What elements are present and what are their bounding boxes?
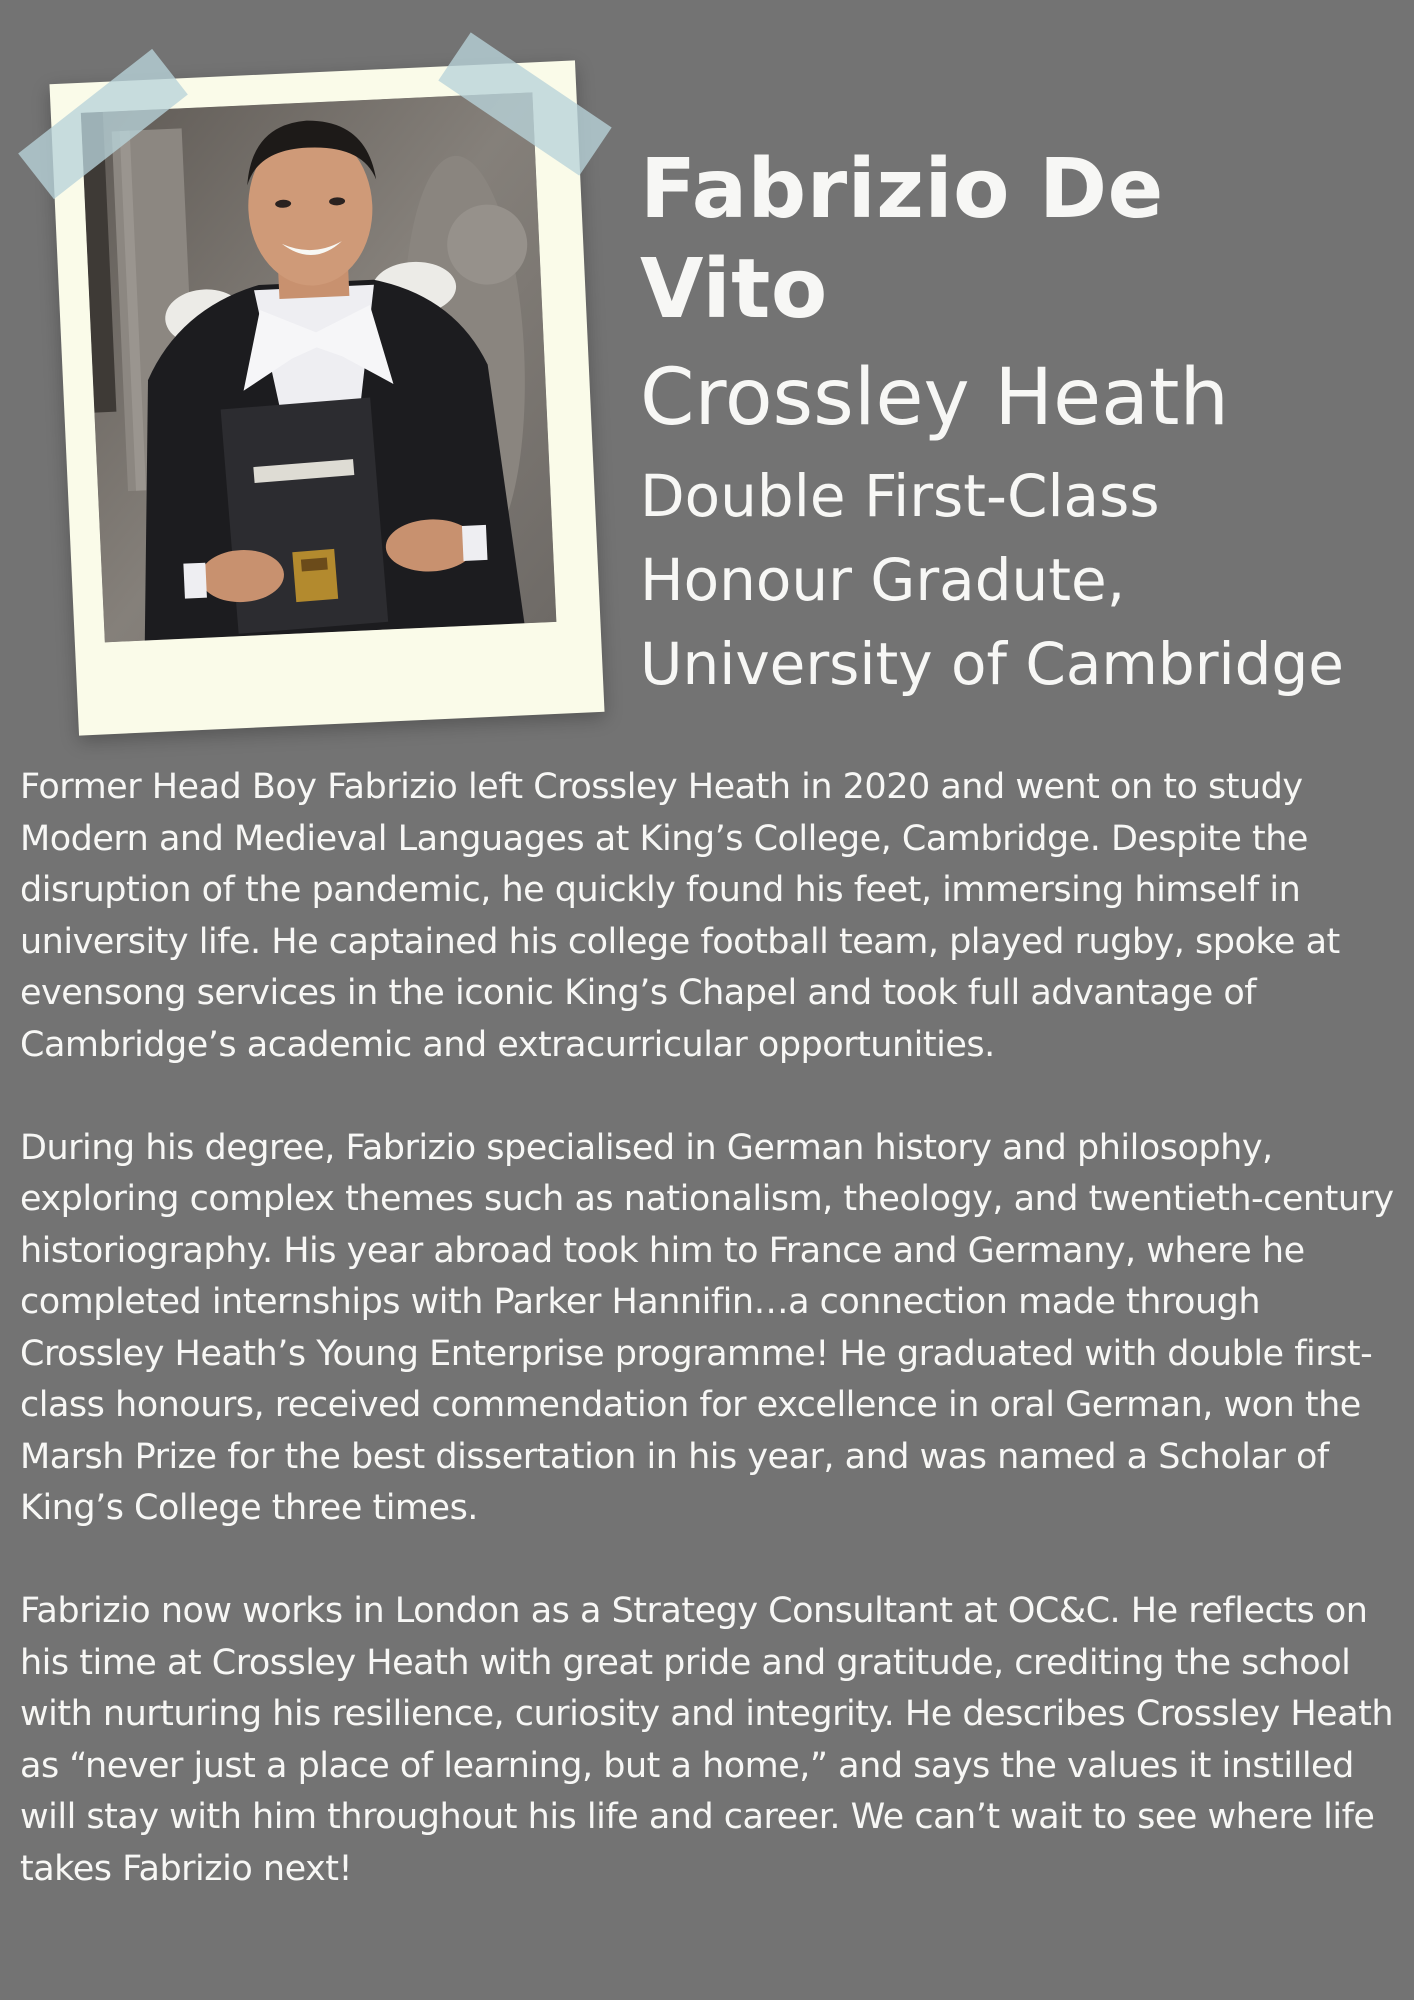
school-name: Crossley Heath: [640, 353, 1229, 443]
subtitle-line: University of Cambridge: [640, 630, 1344, 698]
person-name: Fabrizio De Vito: [640, 142, 1164, 337]
biography-paragraph: Fabrizio now works in London as a Strategy Consultant at OC&C. He reflects on his time at Crossley Heath with great pride and gratitude, crediting the school with nurturing his resilience, curiosity and integrity. He describes Crossley Heath as “never just a place of learning, but a home,” and says the values it instilled will stay with him throughout his life and career. We can’t wait to see where life takes Fabrizio next!: [20, 1591, 1394, 1889]
achievement-subtitle: [640, 454, 1380, 706]
profile-heading: [640, 140, 1380, 706]
biography-paragraph: During his degree, Fabrizio specialised in German history and philosophy, exploring complex themes such as nationalism, theology, and twentieth-century historiography. His year abroad took him to France and Germany, where he completed internships with Parker Hannifin…a connection made through Crossley Heath’s Young Enterprise programme! He graduated with double first-class honours, received commendation for excellence in oral German, won the Marsh Prize for the best dissertation in his year, and was named a Scholar of King’s College three times.: [20, 1127, 1394, 1528]
subtitle-line: Double First-Class: [640, 462, 1160, 530]
graduate-portrait-photo: [81, 92, 557, 642]
subtitle-line: Honour Gradute,: [640, 546, 1126, 614]
polaroid-photo-frame: [49, 60, 604, 735]
biography-paragraph: Former Head Boy Fabrizio left Crossley Heath in 2020 and went on to study Modern and Medieval Languages at King’s College, Cambridge. Despite the disruption of the pandemic, he quickly found his feet, immersing himself in university life. He captained his college football team, played rugby, spoke at evensong services in the iconic King’s Chapel and took full advantage of Cambridge’s academic and extracurricular opportunities.: [20, 767, 1340, 1065]
biography-text: [20, 762, 1400, 1947]
